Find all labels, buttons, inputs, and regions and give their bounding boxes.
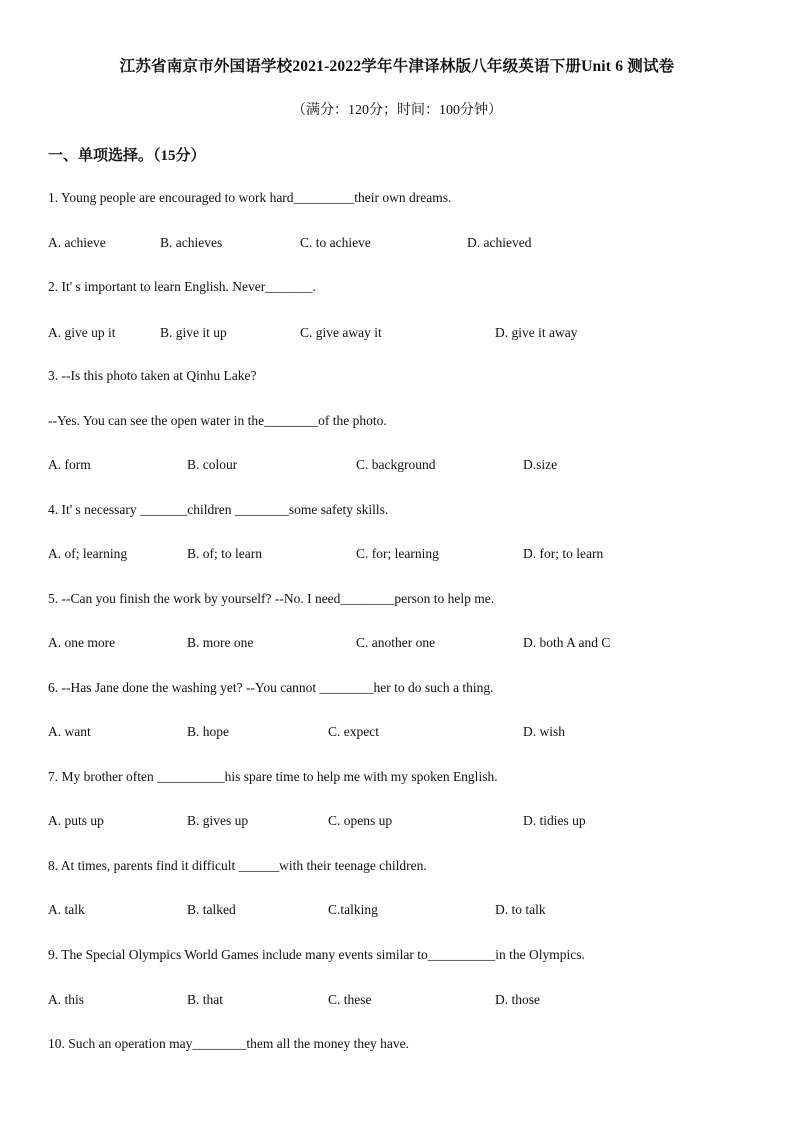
q3-option-d: D.size xyxy=(523,457,558,472)
q2-option-b: B. give it up xyxy=(160,325,227,340)
q1-option-a: A. achieve xyxy=(48,235,106,250)
question-10: 10. Such an operation may________them all the money they have. xyxy=(48,1036,410,1051)
q7-option-a: A. puts up xyxy=(48,813,104,828)
question-5: 5. --Can you finish the work by yourself? --No. I need________person to help me. xyxy=(48,591,495,606)
q1-option-c: C. to achieve xyxy=(300,235,371,250)
q8-option-a: A. talk xyxy=(48,902,85,917)
question-8: 8. At times, parents find it difficult ______with their teenage children. xyxy=(48,858,427,873)
q6-option-c: C. expect xyxy=(328,724,379,739)
section-heading: 一、单项选择。（15分） xyxy=(48,148,206,164)
q7-option-d: D. tidies up xyxy=(523,813,586,828)
q2-option-c: C. give away it xyxy=(300,325,382,340)
q6-option-b: B. hope xyxy=(187,724,229,739)
q8-option-d: D. to talk xyxy=(495,902,546,917)
question-3-reply: --Yes. You can see the open water in the________of the photo. xyxy=(48,413,387,428)
q3-option-a: A. form xyxy=(48,457,91,472)
question-2: 2. It' s important to learn English. Never_______. xyxy=(48,279,316,294)
q4-option-c: C. for; learning xyxy=(356,546,439,561)
question-1: 1. Young people are encouraged to work hard_________their own dreams. xyxy=(48,190,452,205)
q8-option-b: B. talked xyxy=(187,902,236,917)
q9-option-c: C. these xyxy=(328,992,372,1007)
q5-option-d: D. both A and C xyxy=(523,635,611,650)
q3-option-c: C. background xyxy=(356,457,436,472)
question-3: 3. --Is this photo taken at Qinhu Lake? xyxy=(48,368,257,383)
page-title: 江苏省南京市外国语学校2021-2022学年牛津译林版八年级英语下册Unit 6 测试卷 xyxy=(119,58,675,75)
q9-option-d: D. those xyxy=(495,992,540,1007)
q1-option-b: B. achieves xyxy=(160,235,223,250)
q4-option-b: B. of; to learn xyxy=(187,546,262,561)
q5-option-a: A. one more xyxy=(48,635,116,650)
q5-option-c: C. another one xyxy=(356,635,436,650)
question-4: 4. It' s necessary _______children ________some safety skills. xyxy=(48,502,389,517)
q6-option-a: A. want xyxy=(48,724,91,739)
question-6: 6. --Has Jane done the washing yet? --You cannot ________her to do such a thing. xyxy=(48,680,494,695)
q8-option-c: C.talking xyxy=(328,902,378,917)
q1-option-d: D. achieved xyxy=(467,235,532,250)
q4-option-a: A. of; learning xyxy=(48,546,128,561)
q7-option-b: B. gives up xyxy=(187,813,249,828)
exam-info: （满分：120分；时间：100分钟） xyxy=(292,103,502,118)
q2-option-a: A. give up it xyxy=(48,325,116,340)
question-9: 9. The Special Olympics World Games include many events similar to__________in the Olympics. xyxy=(48,947,585,962)
q2-option-d: D. give it away xyxy=(495,325,578,340)
q6-option-d: D. wish xyxy=(523,724,566,739)
q9-option-b: B. that xyxy=(187,992,223,1007)
q9-option-a: A. this xyxy=(48,992,85,1007)
q4-option-d: D. for; to learn xyxy=(523,546,604,561)
q5-option-b: B. more one xyxy=(187,635,254,650)
q7-option-c: C. opens up xyxy=(328,813,393,828)
q3-option-b: B. colour xyxy=(187,457,238,472)
question-7: 7. My brother often __________his spare time to help me with my spoken English. xyxy=(48,769,498,784)
